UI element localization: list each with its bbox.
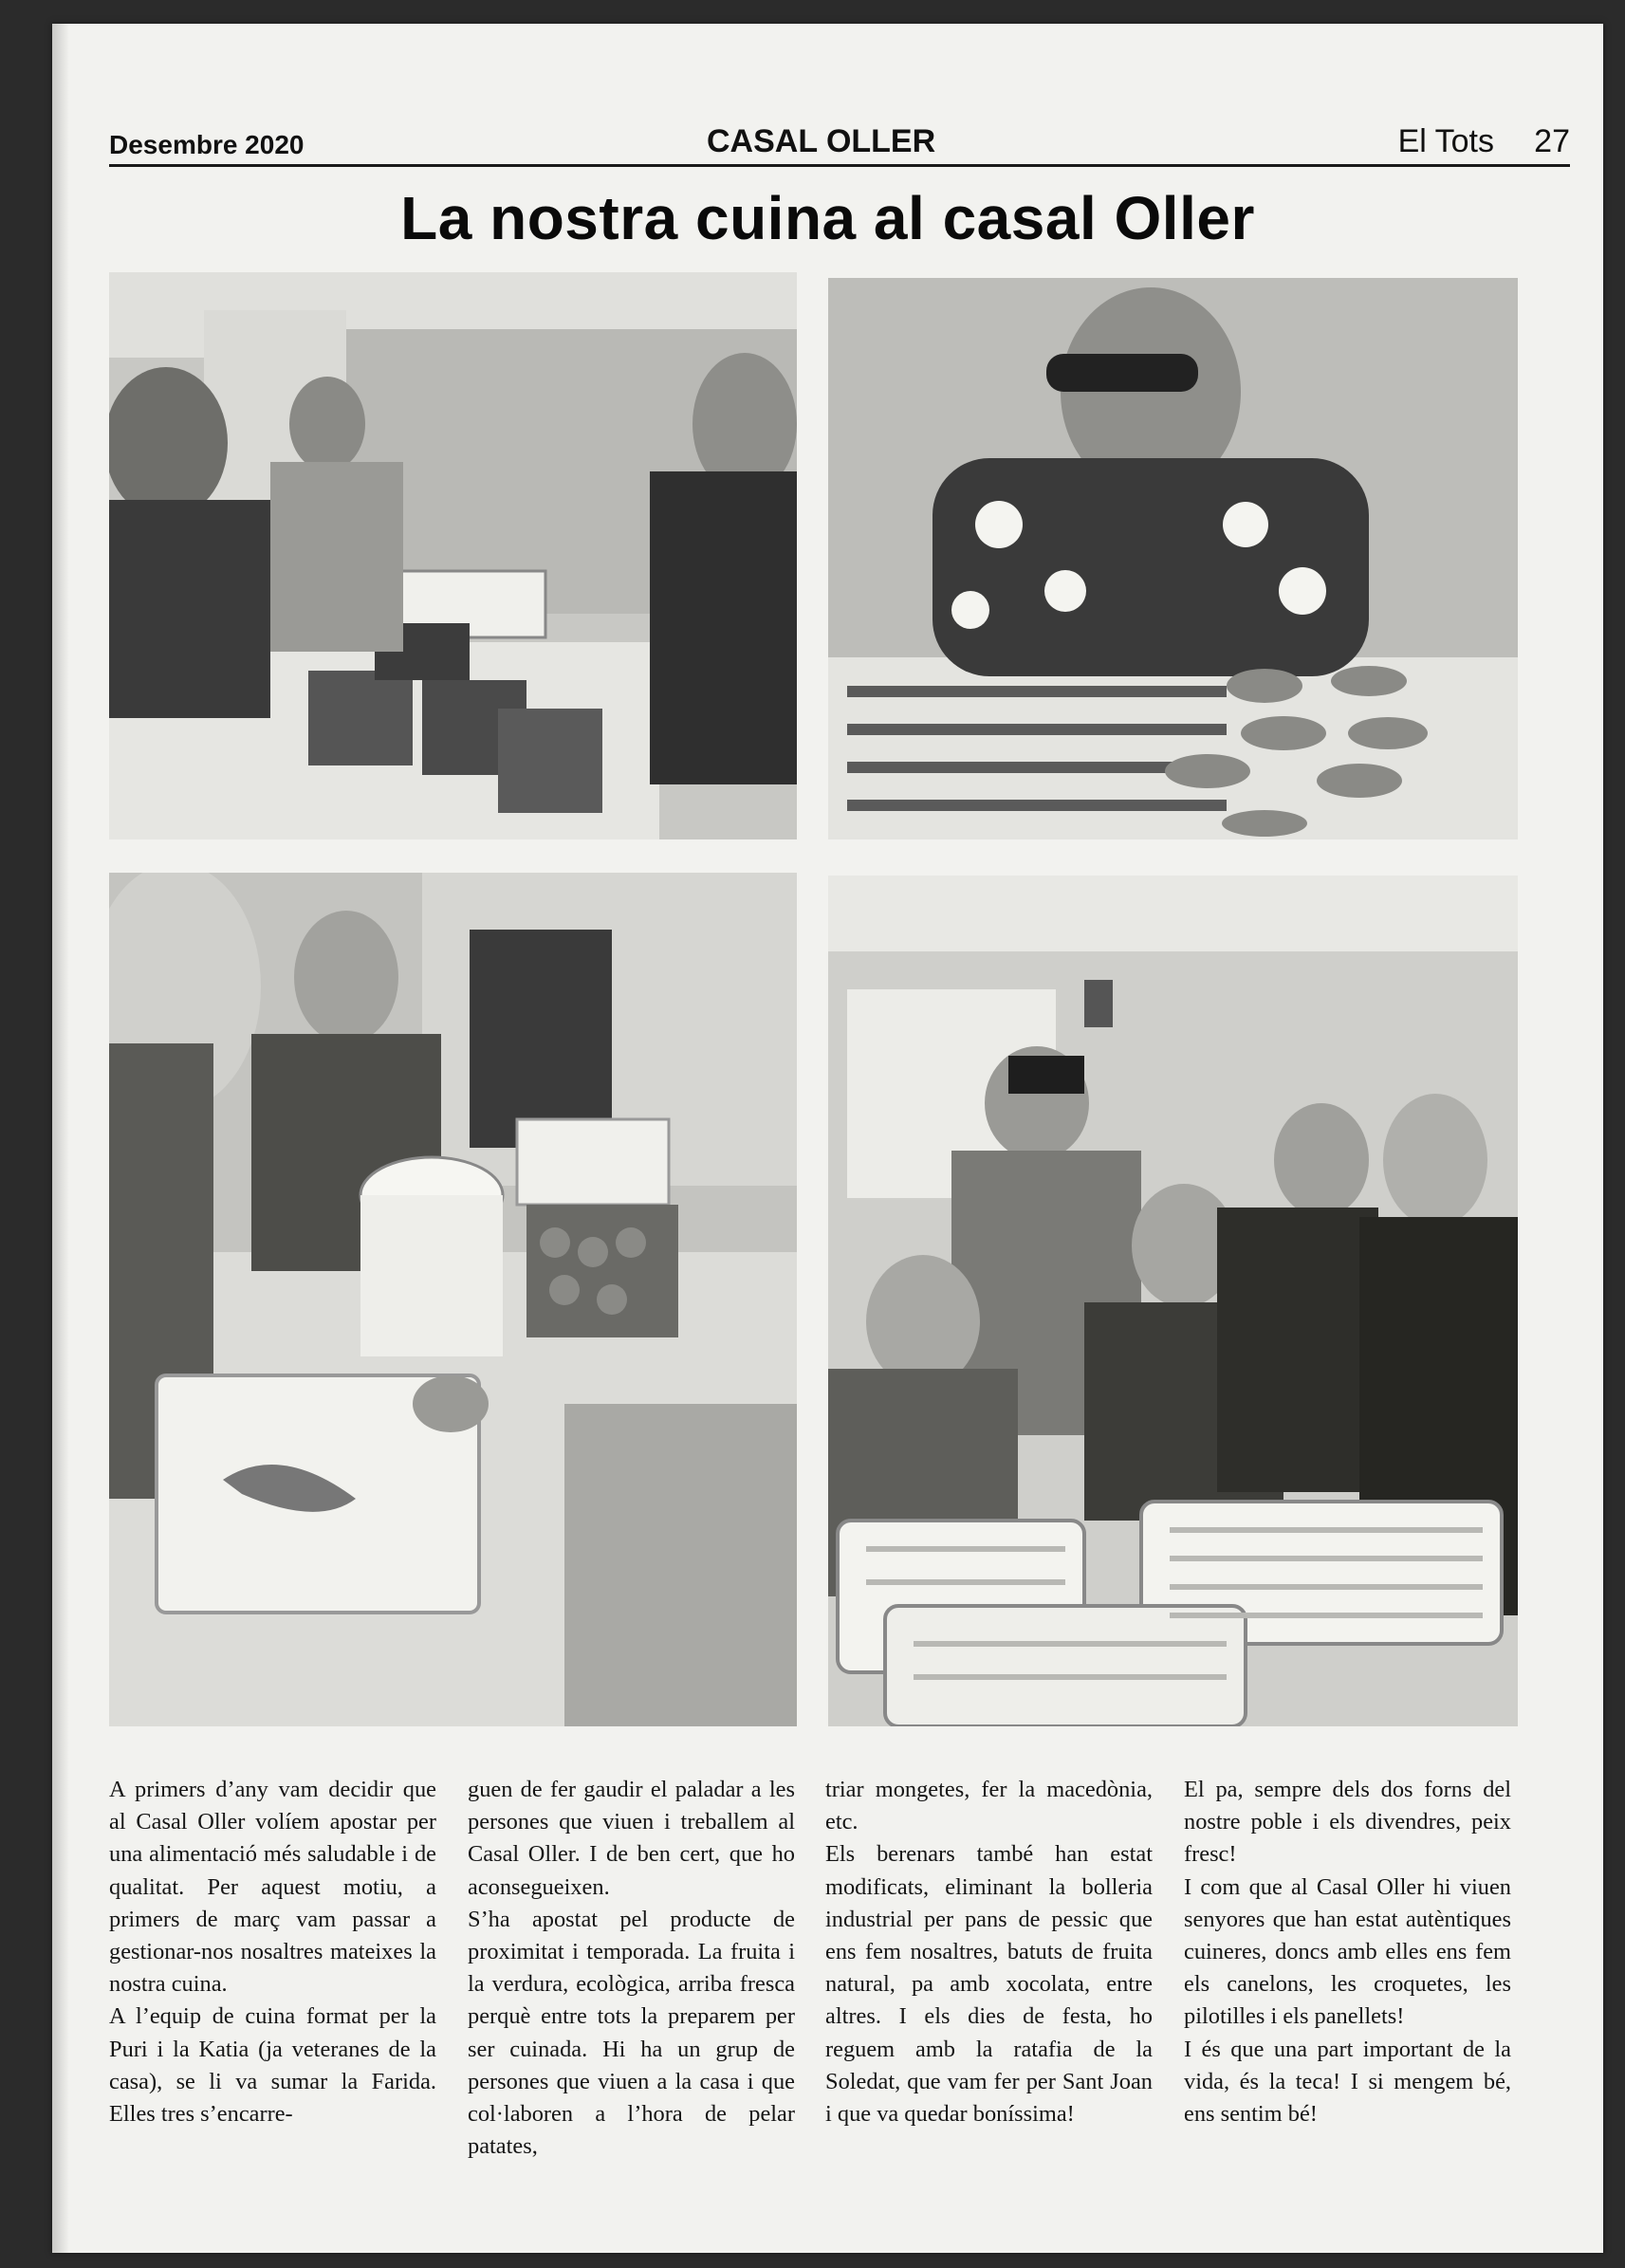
article-column-1 (109, 1774, 436, 2130)
article-column-2 (468, 1774, 795, 2163)
paragraph: Els berenars també han estat modificats, eliminant la bolleria industrial per pans de pessic que ens fem nosaltres, batuts de fruita natural, pa amb xocolata, entre altres. I els dies de festa, ho reguem amb la ratafia de la Soledat, que vam fer per Sant Joan i que va quedar boníssima! (825, 1841, 1153, 2128)
paragraph: S’ha apostat pel producte de proximitat i temporada. La fruita i la verdura, ecològica, arriba fresca perquè entre tots la preparem per ser cuinada. Hi ha un grup de persones que viuen a la casa i que col·laboren a l’hora de pelar patates, (468, 1906, 795, 2160)
paragraph: I és que una part important de la vida, és la teca! I si mengem bé, ens sentim bé! (1184, 2036, 1511, 2128)
page-header (109, 107, 1570, 167)
paragraph: El pa, sempre dels dos forns del nostre poble i els divendres, peix fresc! (1184, 1777, 1511, 1868)
issue-date: Desembre 2020 (109, 130, 305, 159)
paragraph: guen de fer gaudir el paladar a les persones que viuen i treballem al Casal Oller. I de ben cert, que ho aconsegueixen. (468, 1777, 795, 1900)
article-title: La nostra cuina al casal Oller (400, 184, 1255, 252)
paragraph: A primers d’any vam decidir que al Casal Oller volíem apostar per una alimentació més saludable i de qualitat. Per aquest motiu, a primers de març vam passar a gestionar-nos nosaltres mateixes la nostra cuina. (109, 1777, 436, 1998)
paragraph: A l’equip de cuina format per la Puri i la Katia (ja veteranes de la casa), se li va sumar la Farida. Elles tres s’encarre- (109, 2003, 436, 2128)
magazine-page (52, 24, 1603, 2253)
paragraph: triar mongetes, fer la macedònia, etc. (825, 1777, 1153, 1835)
page-number: 27 (1534, 123, 1570, 159)
page-spine-shadow (52, 24, 69, 2253)
article-column-3 (825, 1774, 1153, 2130)
article-column-4 (1184, 1774, 1511, 2130)
photo-woman-making-croquettes (828, 278, 1518, 839)
section-title: CASAL OLLER (707, 123, 936, 159)
photo-women-peeling-potatoes (109, 873, 797, 1726)
publication-name: El Tots (1397, 123, 1494, 159)
photo-women-sorting-fruit (109, 272, 797, 839)
paragraph: I com que al Casal Oller hi viuen senyores que han estat autèntiques cuineres, doncs amb elles ens fem els canelons, les croquetes, les pilotilles i els panellets! (1184, 1873, 1511, 2030)
photo-group-with-cannelloni-trays (828, 876, 1518, 1726)
